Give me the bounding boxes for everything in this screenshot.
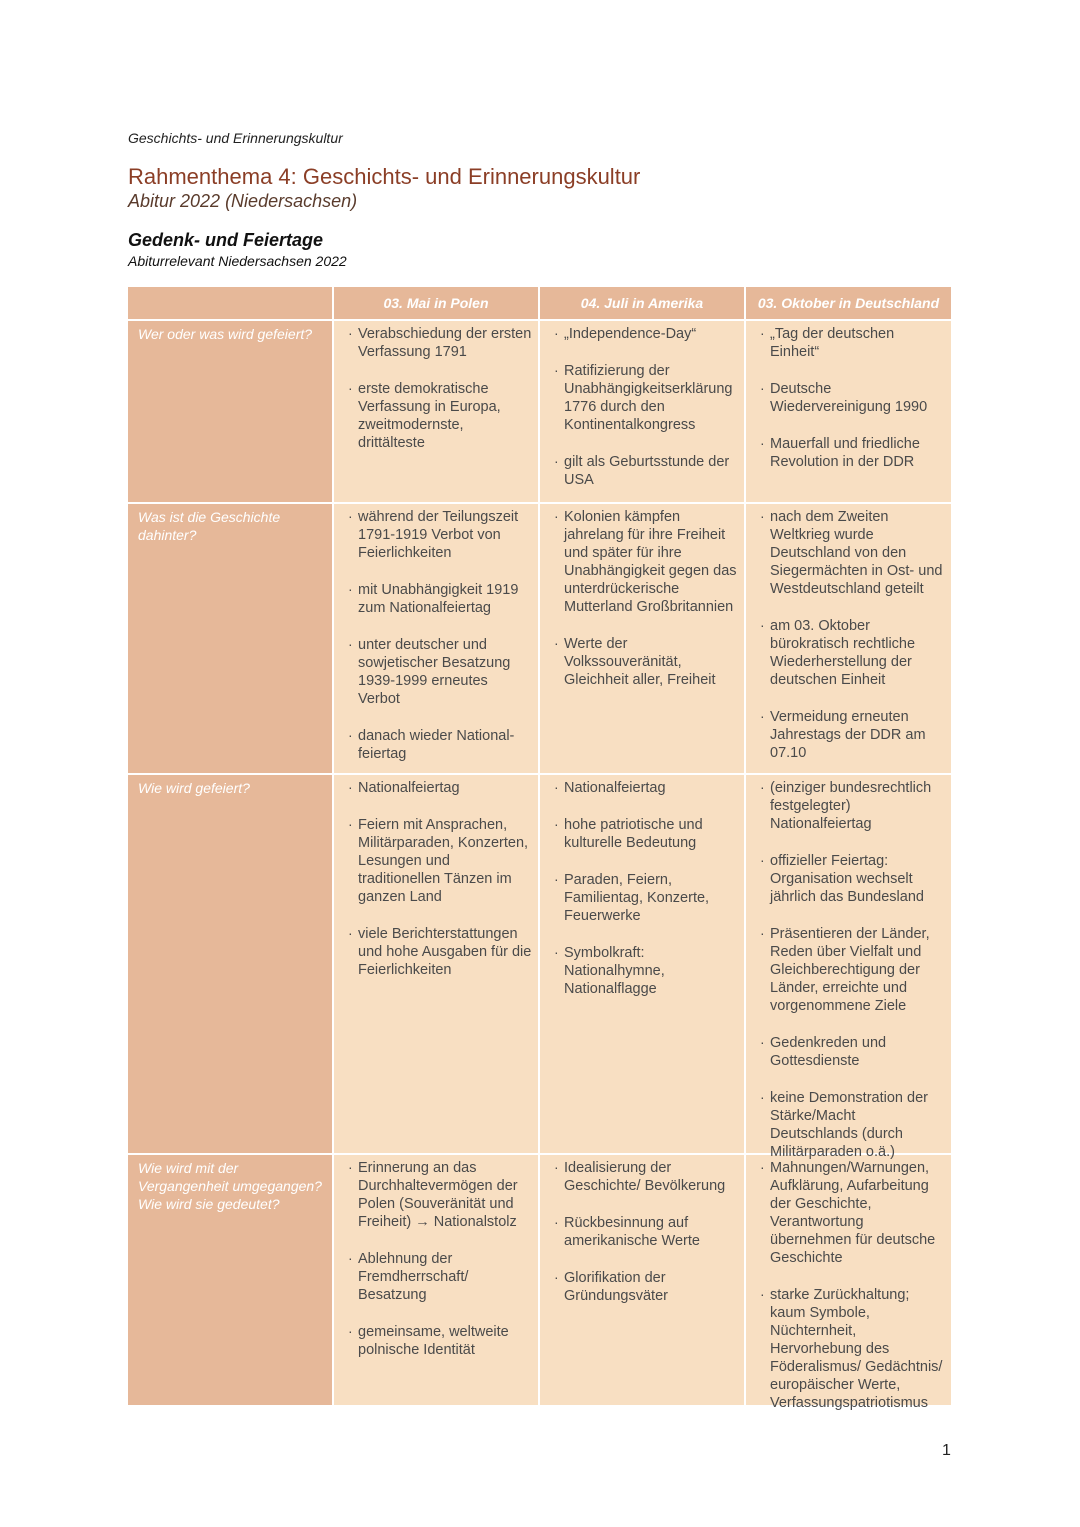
bullet-item: · Glorifikation der Gründungsväter [554, 1269, 738, 1305]
table-header-cell-amerika [540, 287, 746, 321]
table-cell [746, 321, 951, 504]
bullet-item: · viele Berichterstattungen und hohe Ausgaben für die Feierlichkeiten [348, 925, 532, 979]
bullet-item: · „Tag der deutschen Einheit“ [760, 325, 945, 361]
column-label: 04. Juli in Amerika [580, 294, 704, 311]
bullet-item: · offizieller Feiertag: Organisation wechselt jährlich das Bundesland [760, 852, 945, 906]
bullet-item: · Gedenkreden und Gottesdienste [760, 1034, 945, 1070]
column-label: 03. Mai in Polen [383, 294, 489, 311]
bullet-item: · nach dem Zweiten Weltkrieg wurde Deutschland von den Siegermächten in Ost- und Westdeutschland geteilt [760, 508, 945, 598]
table-cell [334, 1155, 540, 1407]
page-subtitle: Abitur 2022 (Niedersachsen) [128, 191, 358, 211]
bullet-item: · starke Zurückhaltung; kaum Symbole, Nüchternheit, Hervorhebung des Föderalismus/ Gedächtnis/ europäischer Werte, Verfassungspatriotismus [760, 1286, 945, 1412]
bullet-item: · Kolonien kämpfen jahrelang für ihre Freiheit und später für ihre Unabhängigkeit gegen das unterdrückerische Mutterland Großbritannien [554, 508, 738, 616]
bullet-item: · gemeinsame, weltweite polnische Identität [348, 1323, 532, 1359]
bullet-item: · Paraden, Feiern, Familientag, Konzerte, Feuerwerke [554, 871, 738, 925]
bullet-item: · Ratifizierung der Unabhängigkeitserklärung 1776 durch den Kontinentalkongress [554, 362, 738, 434]
row-label-cell [128, 1155, 334, 1407]
table-row [128, 321, 951, 504]
bullet-item: · Feiern mit Ansprachen, Militärparaden, Konzerten, Lesungen und traditionellen Tänzen im ganzen Land [348, 816, 532, 906]
bullet-item: · mit Unabhängigkeit 1919 zum Nationalfeiertag [348, 581, 532, 617]
bullet-item: · Verabschiedung der ersten Verfassung 1791 [348, 325, 532, 361]
table-cell [540, 1155, 746, 1407]
bullet-item: · Mauerfall und friedliche Revolution in der DDR [760, 435, 945, 471]
page-title: Rahmenthema 4: Geschichts- und Erinnerungskultur [128, 164, 641, 189]
bullet-item: · Werte der Volkssouveränität, Gleichheit aller, Freiheit [554, 635, 738, 689]
table-row [128, 775, 951, 1160]
table-cell [746, 504, 951, 775]
bullet-item: · während der Teilungszeit 1791-1919 Verbot von Feierlichkeiten [348, 508, 532, 562]
row-label: Wer oder was wird gefeiert? [138, 326, 313, 342]
table-cell [334, 504, 540, 775]
table-header-cell-polen [334, 287, 540, 321]
bullet-item: · Erinnerung an das Durchhaltevermögen der Polen (Souveränität und Freiheit) → Nationalstolz [348, 1159, 532, 1231]
holidays-table [128, 287, 951, 1411]
bullet-item: · hohe patriotische und kulturelle Bedeutung [554, 816, 738, 852]
table-cell [540, 504, 746, 775]
running-header: Geschichts- und Erinnerungskultur [128, 130, 343, 146]
table-cell [334, 775, 540, 1155]
bullet-item: · am 03. Oktober bürokratisch rechtliche Wiederherstellung der deutschen Einheit [760, 617, 945, 689]
row-label: Wie wird gefeiert? [138, 780, 250, 796]
table-header-cell-deutschland [746, 287, 951, 321]
bullet-item: · Nationalfeiertag [554, 779, 738, 797]
bullet-item: · Präsentieren der Länder, Reden über Vielfalt und Gleichberechtigung der Länder, erreichte und vorgenommene Ziele [760, 925, 945, 1015]
bullet-item: · (einziger bundesrechtlich festgelegter) Nationalfeiertag [760, 779, 945, 833]
bullet-item: · Deutsche Wiedervereinigung 1990 [760, 380, 945, 416]
table-cell [746, 1155, 951, 1411]
bullet-item: · keine Demonstration der Stärke/Macht Deutschlands (durch Militärparaden o.ä.) [760, 1089, 945, 1161]
row-label-cell [128, 504, 334, 775]
section-subtitle: Abiturrelevant Niedersachsen 2022 [128, 253, 347, 269]
bullet-item: · „Independence-Day“ [554, 325, 738, 343]
bullet-item: · Ablehnung der Fremdherrschaft/ Besatzung [348, 1250, 532, 1304]
row-label: Was ist die Geschichte dahinter? [138, 509, 281, 543]
bullet-item: · Vermeidung erneuten Jahrestags der DDR am 07.10 [760, 708, 945, 762]
bullet-item: · Symbolkraft: Nationalhymne, Nationalflagge [554, 944, 738, 998]
bullet-item: · erste demokratische Verfassung in Europa, zweitmodernste, drittälteste [348, 380, 532, 452]
bullet-item: · unter deutscher und sowjetischer Besatzung 1939-1999 erneutes Verbot [348, 636, 532, 708]
table-cell [334, 321, 540, 504]
bullet-item: · Rückbesinnung auf amerikanische Werte [554, 1214, 738, 1250]
section-title: Gedenk- und Feiertage [128, 230, 324, 250]
table-cell [540, 321, 746, 504]
bullet-item: · Idealisierung der Geschichte/ Bevölkerung [554, 1159, 738, 1195]
row-label-cell [128, 321, 334, 504]
row-label-cell [128, 775, 334, 1155]
bullet-item: · gilt als Geburtsstunde der USA [554, 453, 738, 489]
table-header-cell-empty [128, 287, 334, 321]
column-label: 03. Oktober in Deutschland [757, 294, 940, 311]
page-number: 1 [942, 1442, 951, 1459]
table-header-row [128, 287, 951, 321]
table-cell [746, 775, 951, 1160]
table-cell [540, 775, 746, 1155]
table-row [128, 1155, 951, 1411]
bullet-item: · Nationalfeiertag [348, 779, 532, 797]
table-row [128, 504, 951, 775]
row-label: Wie wird mit der Vergangenheit umgegangen? Wie wird sie gedeutet? [138, 1160, 322, 1212]
bullet-item: · danach wieder National-feiertag [348, 727, 532, 763]
bullet-item: · Mahnungen/Warnungen, Aufklärung, Aufarbeitung der Geschichte, Verantwortung übernehmen für deutsche Geschichte [760, 1159, 945, 1267]
